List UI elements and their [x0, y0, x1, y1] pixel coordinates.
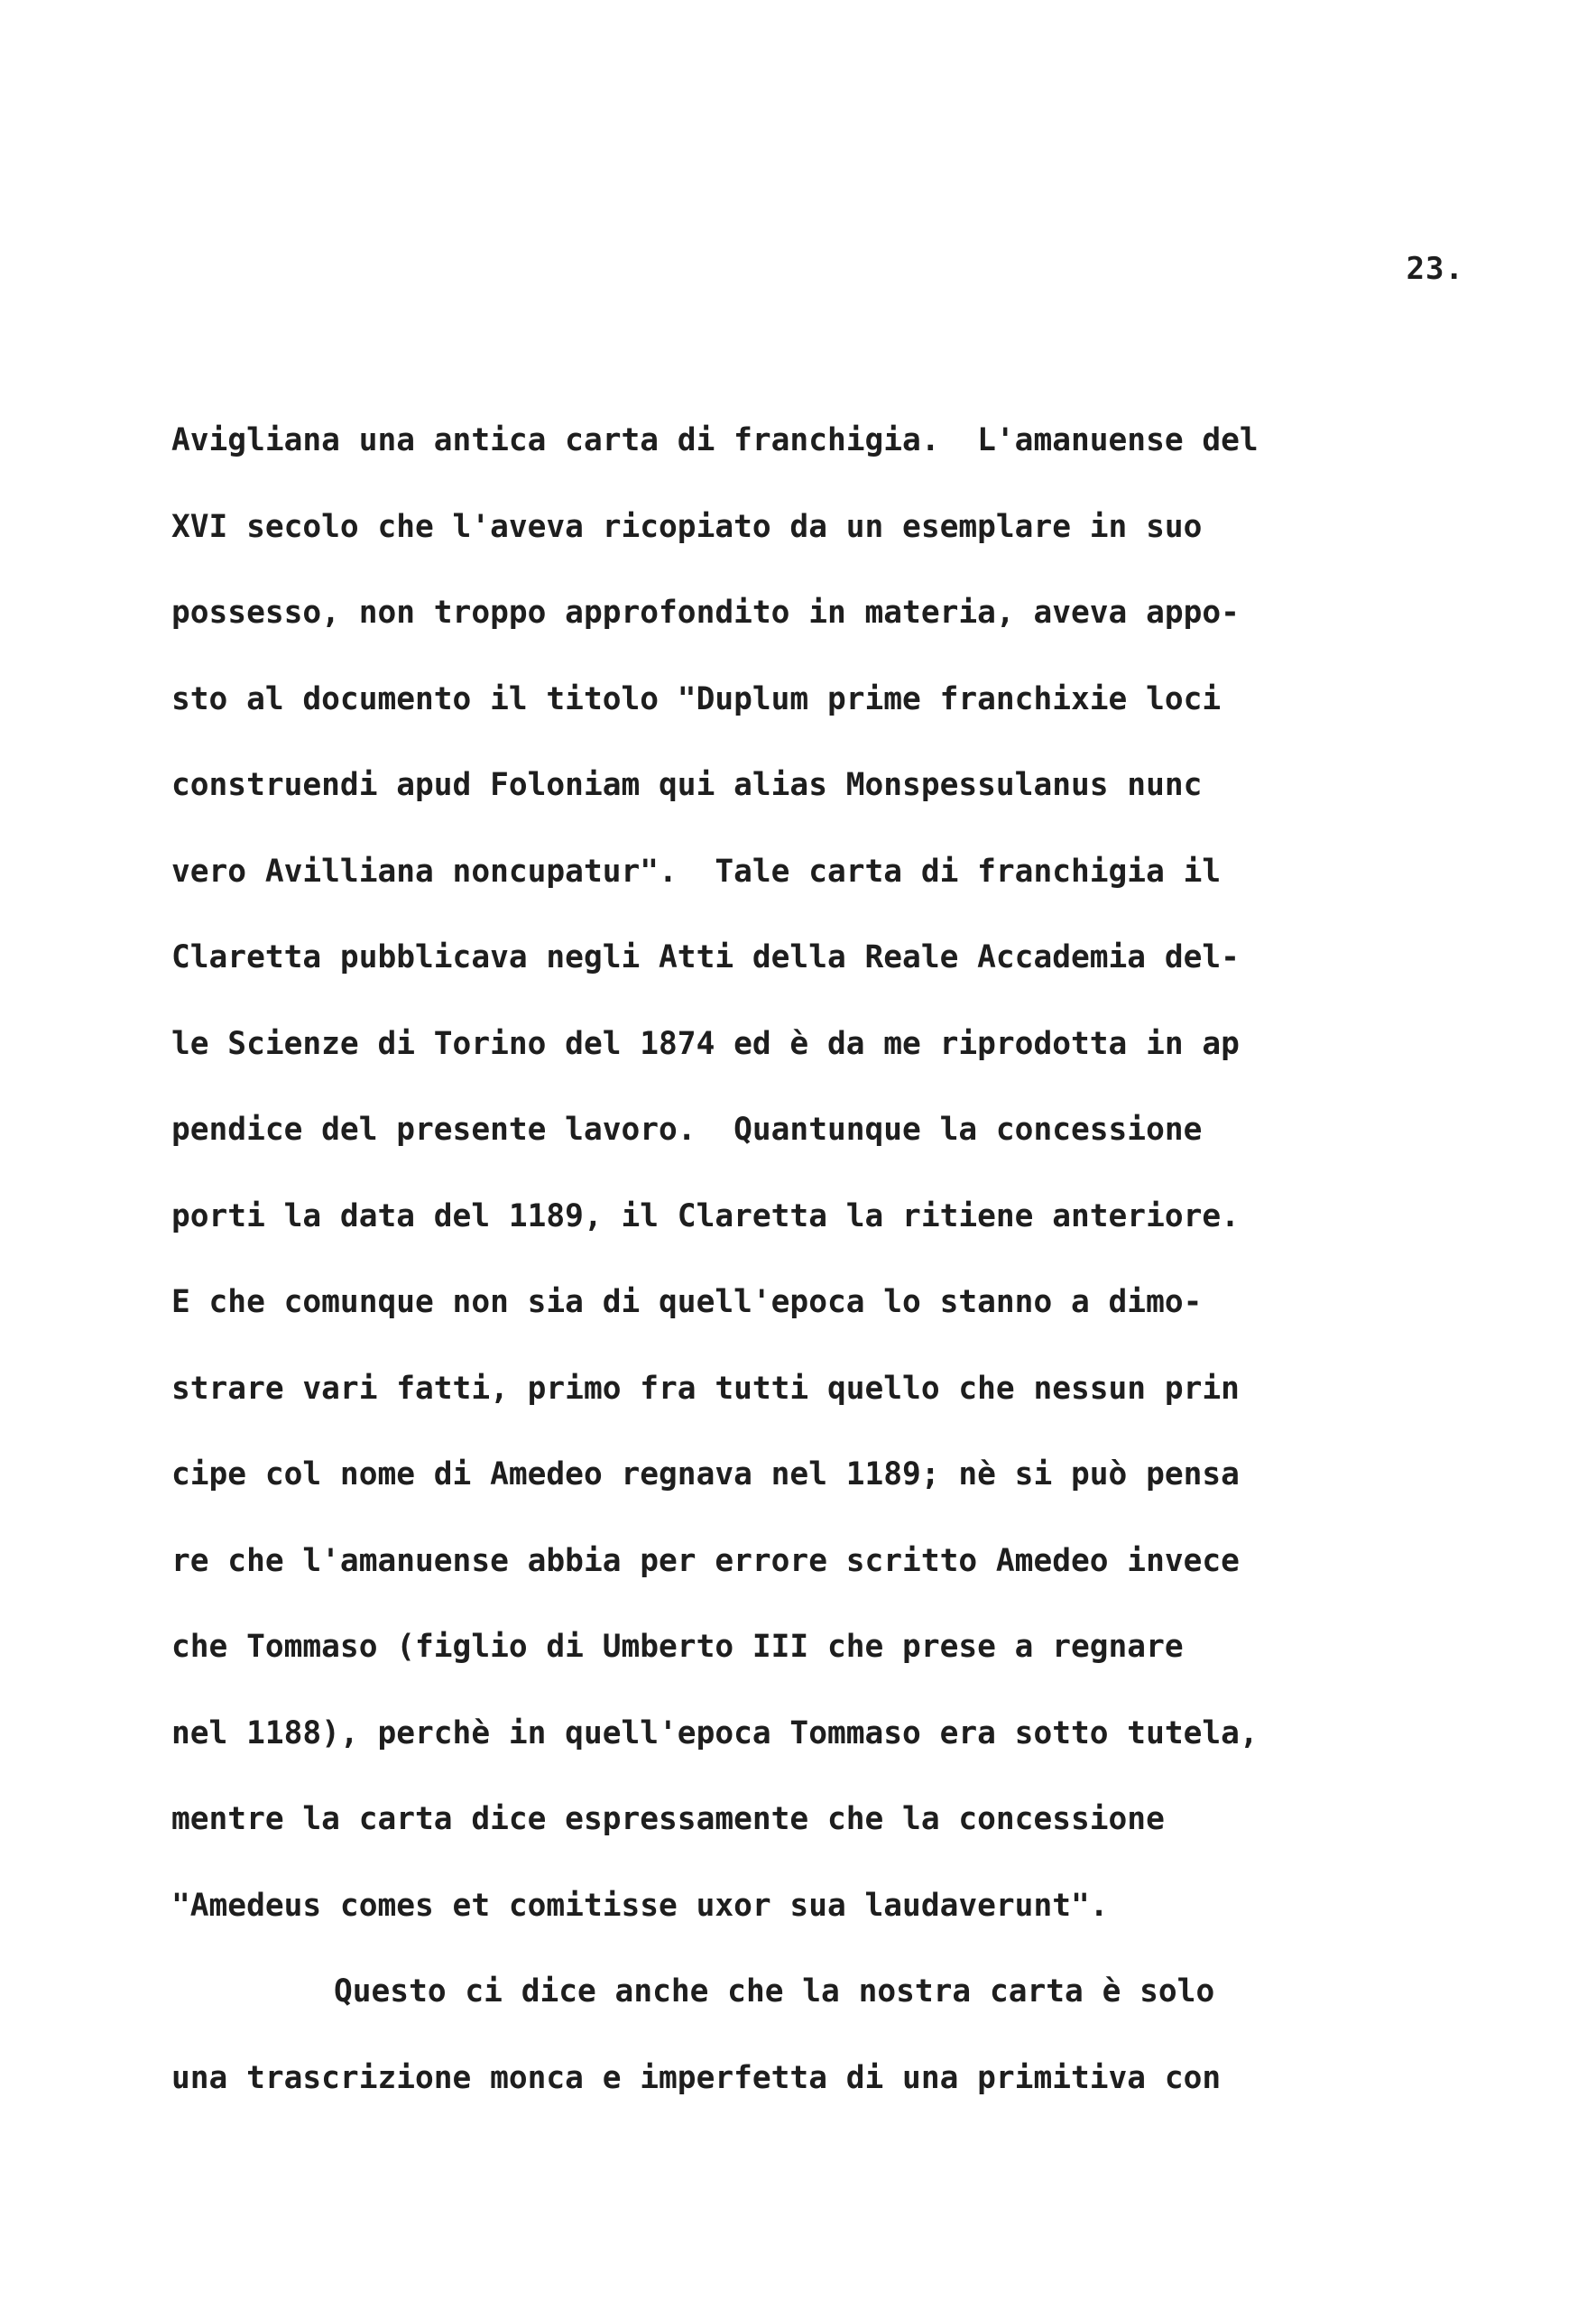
text-line: strare vari fatti, primo fra tutti quello che nessun prin [171, 1370, 1240, 1407]
text-line: Claretta pubblicava negli Atti della Reale Accademia del- [171, 939, 1240, 975]
body-text [171, 413, 1480, 2137]
text-line: "Amedeus comes et comitisse uxor sua laudaverunt". [171, 1887, 1109, 1924]
text-line: construendi apud Foloniam qui alias Monspessulanus nunc [171, 767, 1203, 803]
paragraph-start-line: Questo ci dice anche che la nostra carta è solo [334, 1973, 1215, 2010]
text-line: una trascrizione monca e imperfetta di una primitiva con [171, 2059, 1222, 2096]
text-line: possesso, non troppo approfondito in materia, aveva appo- [171, 595, 1240, 631]
text-line: Avigliana una antica carta di franchigia. L'amanuense del [171, 422, 1259, 458]
text-line: cipe col nome di Amedeo regnava nel 1189; nè si può pensa [171, 1456, 1240, 1492]
text-line: E che comunque non sia di quell'epoca lo stanno a dimo- [171, 1284, 1203, 1320]
text-line: re che l'amanuense abbia per errore scritto Amedeo invece [171, 1542, 1240, 1579]
text-line: XVI secolo che l'aveva ricopiato da un esemplare in suo [171, 508, 1203, 545]
text-line: le Scienze di Torino del 1874 ed è da me riprodotta in ap [171, 1025, 1240, 1062]
text-line: porti la data del 1189, il Claretta la ritiene anteriore. [171, 1197, 1240, 1234]
text-line: che Tommaso (figlio di Umberto III che prese a regnare [171, 1629, 1184, 1665]
text-line: sto al documento il titolo "Duplum prime franchixie loci [171, 680, 1222, 717]
text-line: nel 1188), perchè in quell'epoca Tommaso era sotto tutela, [171, 1714, 1259, 1751]
page-number: 23. [1406, 251, 1464, 287]
text-line: vero Avilliana noncupatur". Tale carta di franchigia il [171, 853, 1222, 890]
text-line: pendice del presente lavoro. Quantunque la concessione [171, 1112, 1203, 1148]
text-line: mentre la carta dice espressamente che la concessione [171, 1801, 1165, 1837]
